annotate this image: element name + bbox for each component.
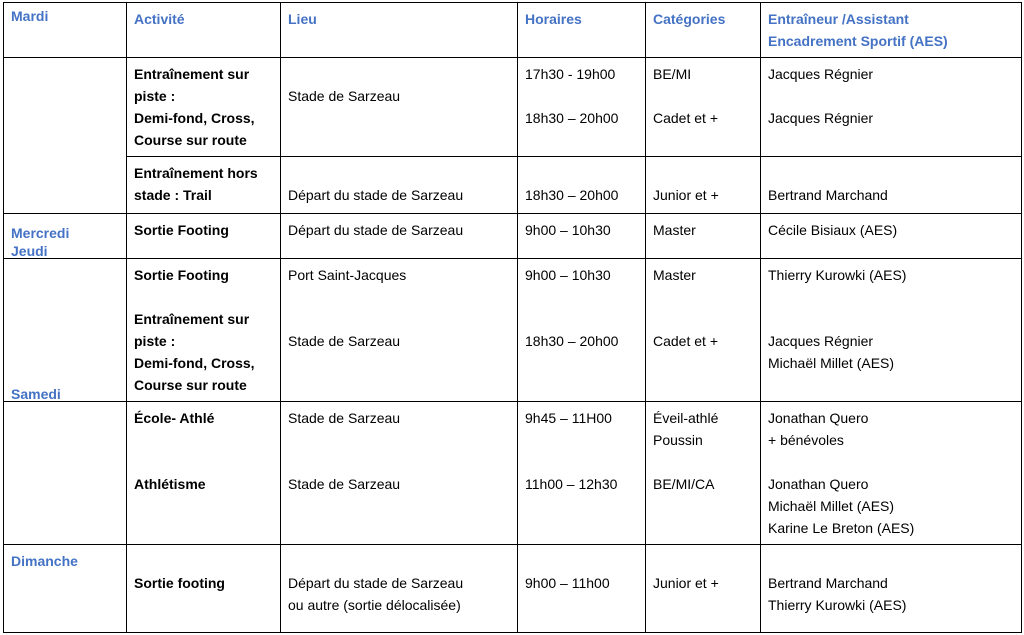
day-mercredi: Mercredi <box>4 214 127 259</box>
hours-cell: 18h30 – 20h00 <box>518 157 646 214</box>
activity-cell: Entraînement sur piste : Demi-fond, Cross, Course sur route <box>127 58 281 157</box>
categories-cell: Junior et + <box>646 545 761 633</box>
categories-cell: Master Cadet et + <box>646 259 761 402</box>
table-row-mercredi <box>4 214 1022 259</box>
table-row-jeudi <box>4 259 1022 402</box>
place-cell: Stade de Sarzeau Stade de Sarzeau <box>281 402 518 545</box>
hours-cell: 9h45 – 11H00 11h00 – 12h30 <box>518 402 646 545</box>
categories-cell: Junior et + <box>646 157 761 214</box>
coach-cell: Jonathan Quero + bénévoles Jonathan Quero Michaël Millet (AES) Karine Le Breton (AES) <box>761 402 1022 545</box>
header-coach <box>761 3 1022 58</box>
place-cell: Départ du stade de Sarzeau ou autre (sortie délocalisée) <box>281 545 518 633</box>
table-row-dimanche <box>4 545 1022 633</box>
table-row-samedi <box>4 402 1022 545</box>
coach-cell: Cécile Bisiaux (AES) <box>761 214 1022 259</box>
activity-cell: Sortie footing <box>127 545 281 633</box>
coach-cell: Bertrand Marchand Thierry Kurowki (AES) <box>761 545 1022 633</box>
hours-cell: 9h00 – 10h30 18h30 – 20h00 <box>518 259 646 402</box>
day-dimanche: Dimanche <box>4 545 127 633</box>
activity-cell: Sortie Footing <box>127 214 281 259</box>
header-categories: Catégories <box>646 3 761 58</box>
coach-cell: Thierry Kurowki (AES) Jacques Régnier Michaël Millet (AES) <box>761 259 1022 402</box>
activity-cell: Sortie Footing Entraînement sur piste : Demi-fond, Cross, Course sur route <box>127 259 281 402</box>
header-coach-line1: Entraîneur /Assistant <box>768 11 909 27</box>
header-place: Lieu <box>281 3 518 58</box>
table-row-mardi-1 <box>4 58 1022 157</box>
place-cell: Port Saint-Jacques Stade de Sarzeau <box>281 259 518 402</box>
coach-cell: Bertrand Marchand <box>761 157 1022 214</box>
hours-cell: 17h30 - 19h00 18h30 – 20h00 <box>518 58 646 157</box>
header-activity: Activité <box>127 3 281 58</box>
coach-cell: Jacques Régnier Jacques Régnier <box>761 58 1022 157</box>
categories-cell: Éveil-athlé Poussin BE/MI/CA <box>646 402 761 545</box>
header-coach-line2: Encadrement Sportif (AES) <box>768 33 948 49</box>
categories-cell: BE/MI Cadet et + <box>646 58 761 157</box>
day-samedi: Samedi <box>4 402 127 545</box>
place-cell: Stade de Sarzeau <box>281 58 518 157</box>
header-hours: Horaires <box>518 3 646 58</box>
hours-cell: 9h00 – 10h30 <box>518 214 646 259</box>
activity-cell: Entraînement hors stade : Trail <box>127 157 281 214</box>
place-cell: Départ du stade de Sarzeau <box>281 214 518 259</box>
day-jeudi: Jeudi <box>4 259 127 402</box>
header-row <box>4 3 1022 58</box>
activity-cell: École- Athlé Athlétisme <box>127 402 281 545</box>
place-cell: Départ du stade de Sarzeau <box>281 157 518 214</box>
hours-cell: 9h00 – 11h00 <box>518 545 646 633</box>
table-row-mardi-2 <box>4 157 1022 214</box>
day-mardi: Mardi <box>4 58 127 214</box>
schedule-table <box>3 2 1022 633</box>
categories-cell: Master <box>646 214 761 259</box>
